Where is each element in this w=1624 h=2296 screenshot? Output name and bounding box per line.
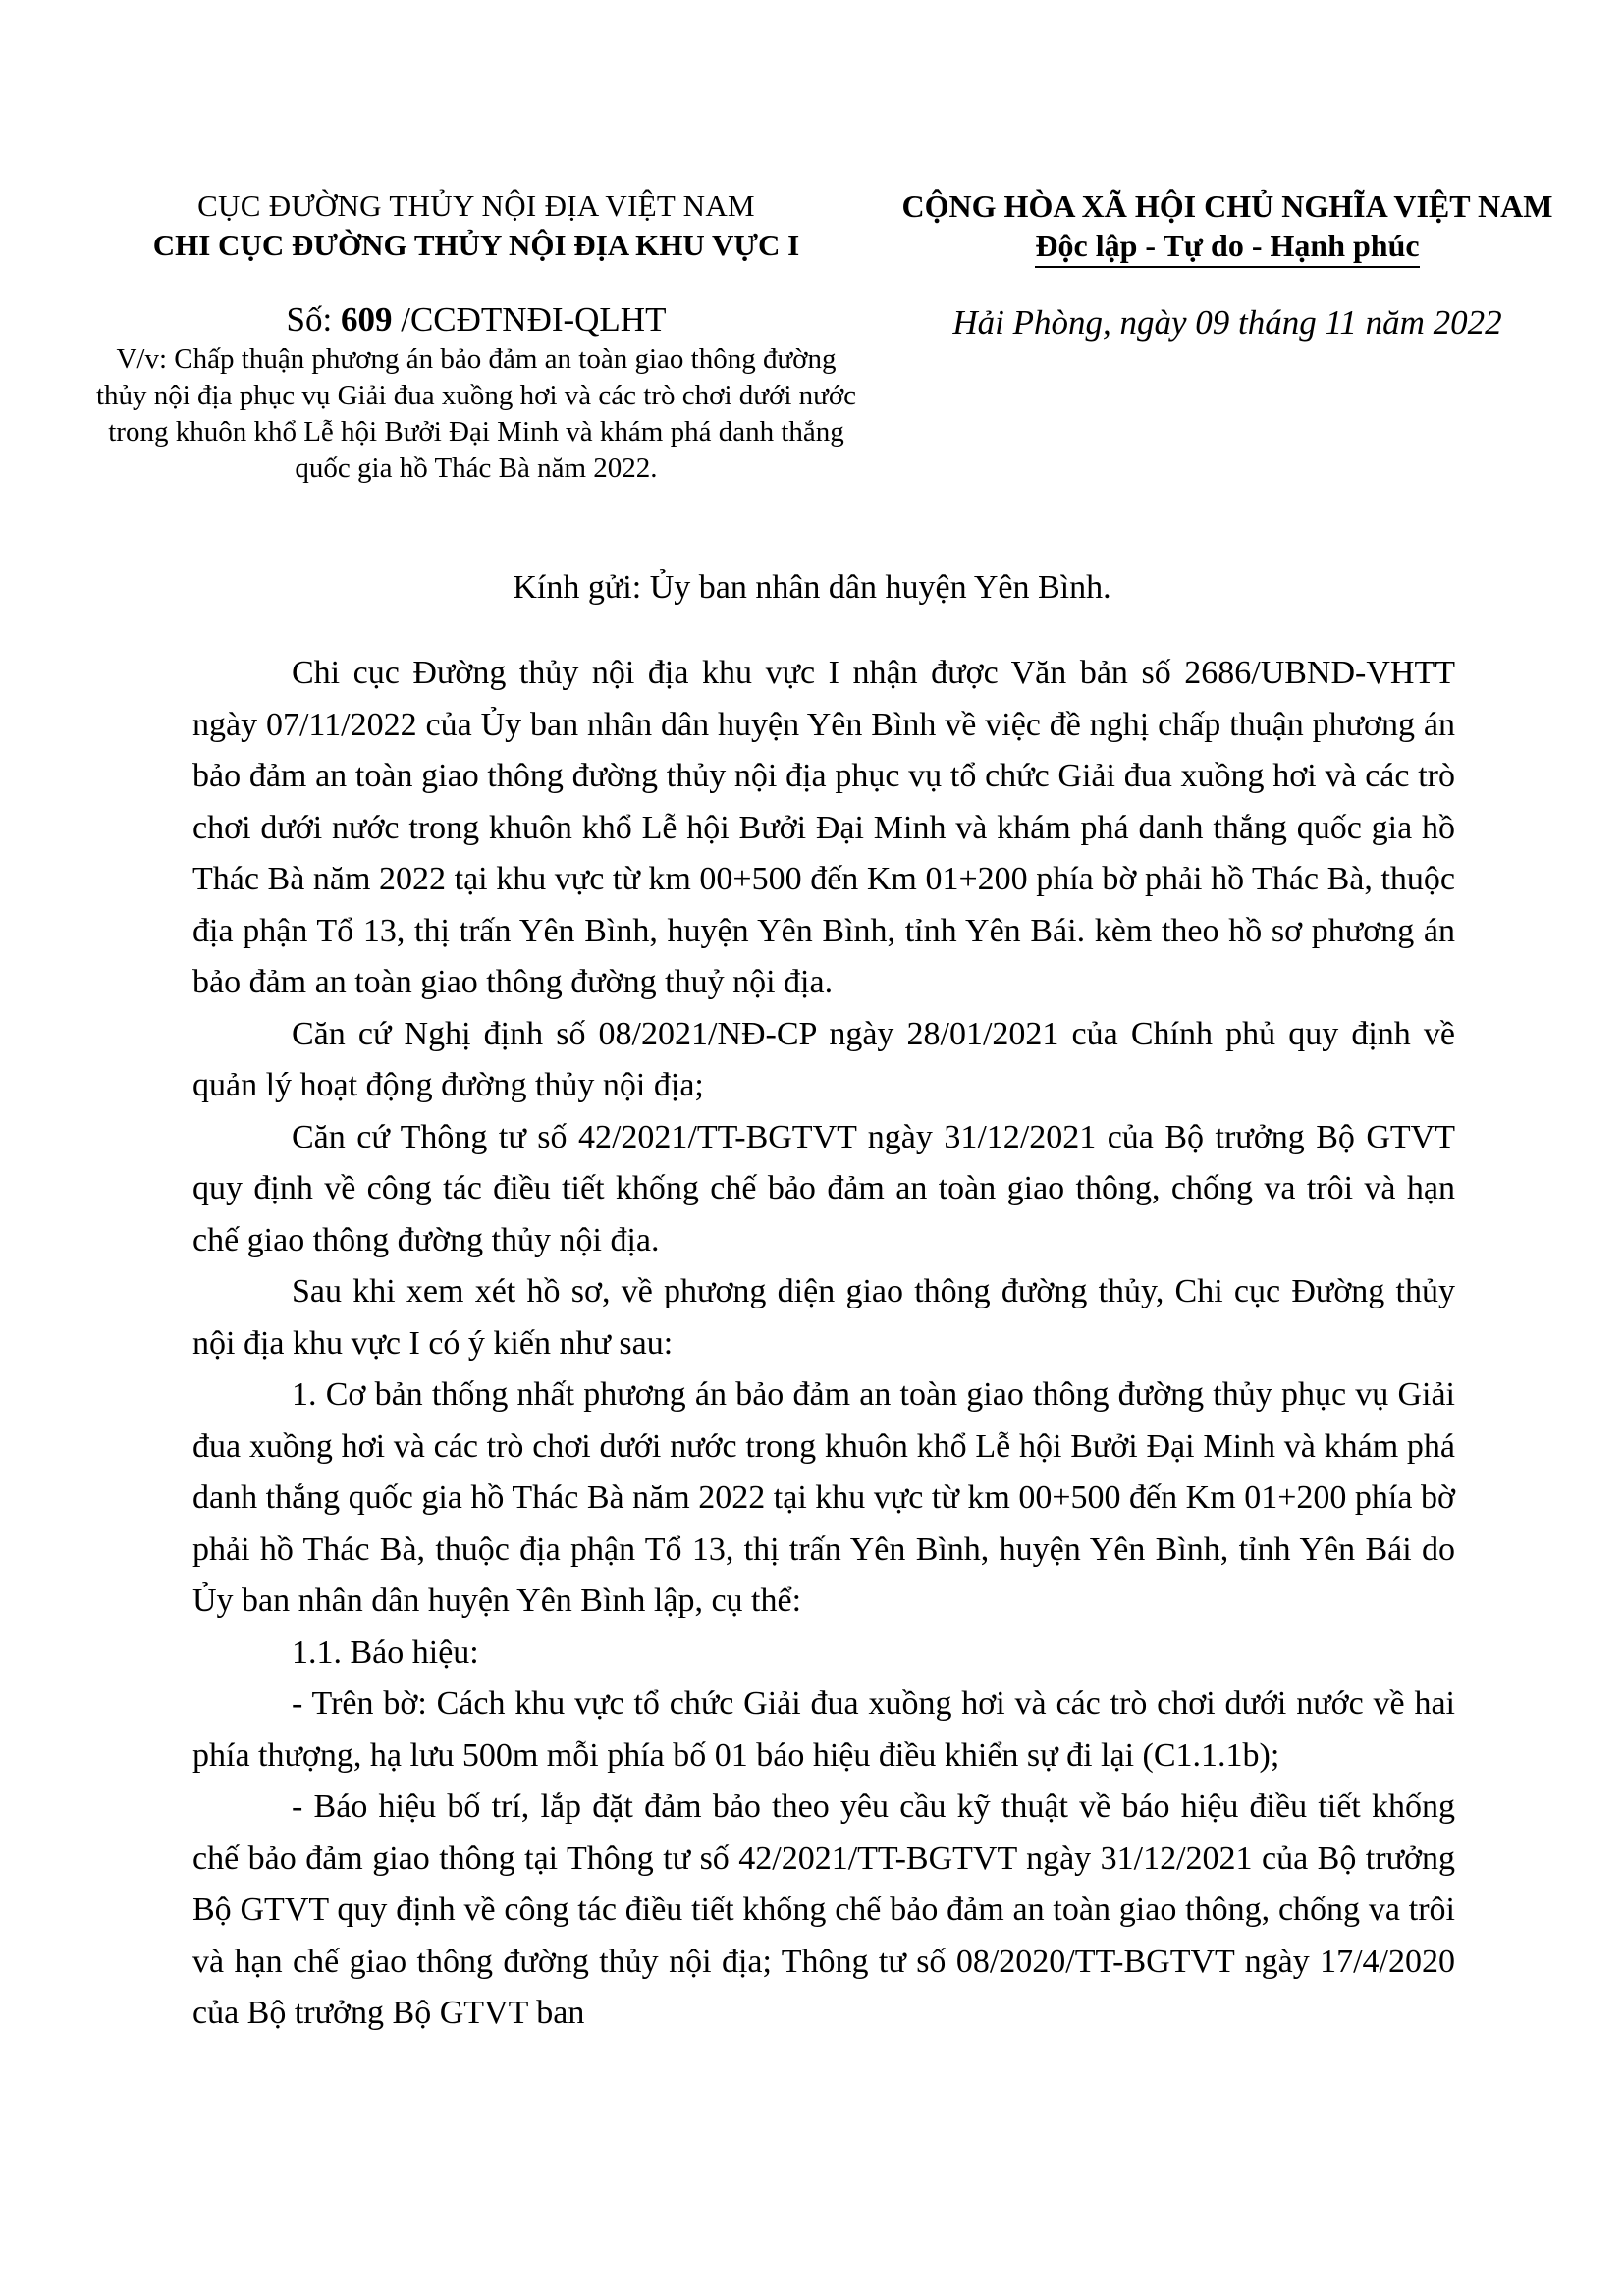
body-paragraph-8: - Báo hiệu bố trí, lắp đặt đảm bảo theo yêu cầu kỹ thuật về báo hiệu điều tiết khống chế bảo đảm giao thông tại Thông tư số 42/2021/TT-BGTVT ngày 31/12/2021 của Bộ trưởng Bộ GTVT quy định về công tác điều tiết khống chế bảo đảm an toàn giao thông, chống va trôi và hạn chế giao thông đường thủy nội địa; Thông tư số 08/2020/TT-BGTVT ngày 17/4/2020 của Bộ trưởng Bộ GTVT ban bbox=[192, 1789, 1455, 2031]
document-number bbox=[93, 298, 859, 342]
body-paragraph-1: Chi cục Đường thủy nội địa khu vực I nhận được Văn bản số 2686/UBND-VHTT ngày 07/11/2022 của Ủy ban nhân dân huyện Yên Bình về việc đề nghị chấp thuận phương án bảo đảm an toàn giao thông đường thủy nội địa phục vụ tổ chức Giải đua xuồng hơi và các trò chơi dưới nước trong khuôn khổ Lễ hội Bưởi Đại Minh và khám phá danh thắng quốc gia hồ Thác Bà năm 2022 tại khu vực từ km 00+500 đến Km 01+200 phía bờ phải hồ Thác Bà, thuộc địa phận Tổ 13, thị trấn Yên Bình, huyện Yên Bình, tỉnh Yên Bái. kèm theo hồ sơ phương án bảo đảm an toàn giao thông đường thuỷ nội địa. bbox=[192, 655, 1455, 1000]
national-header bbox=[864, 187, 1591, 345]
place-date: Hải Phòng, ngày 09 tháng 11 năm 2022 bbox=[952, 303, 1502, 342]
republic-title: CỘNG HÒA XÃ HỘI CHỦ NGHĨA VIỆT NAM bbox=[901, 188, 1553, 224]
body-paragraph-6: 1.1. Báo hiệu: bbox=[292, 1633, 479, 1671]
number-suffix: /CCĐTNĐI-QLHT bbox=[392, 300, 667, 339]
number-value: 609 bbox=[340, 300, 393, 339]
document-subject: V/v: Chấp thuận phương án bảo đảm an toàn giao thông đường thủy nội địa phục vụ Giải đua xuồng hơi và các trò chơi dưới nước trong khuôn khổ Lễ hội Bưởi Đại Minh và khám phá danh thắng quốc gia hồ Thác Bà năm 2022. bbox=[95, 344, 857, 484]
recipient-line: Kính gửi: Ủy ban nhân dân huyện Yên Bình. bbox=[513, 569, 1111, 606]
issuer-block bbox=[93, 187, 859, 487]
body-paragraph-5: 1. Cơ bản thống nhất phương án bảo đảm an toàn giao thông đường thủy phục vụ Giải đua xuồng hơi và các trò chơi dưới nước trong khuôn khổ Lễ hội Bưởi Đại Minh và khám phá danh thắng quốc gia hồ Thác Bà năm 2022 tại khu vực từ km 00+500 đến Km 01+200 phía bờ phải hồ Thác Bà, thuộc địa phận Tổ 13, thị trấn Yên Bình, huyện Yên Bình, tỉnh Yên Bái do Ủy ban nhân dân huyện Yên Bình lập, cụ thể: bbox=[192, 1376, 1455, 1619]
number-prefix: Số: bbox=[286, 300, 341, 339]
body-paragraph-2: Căn cứ Nghị định số 08/2021/NĐ-CP ngày 28/01/2021 của Chính phủ quy định về quản lý hoạt động đường thủy nội địa; bbox=[192, 1015, 1455, 1103]
parent-agency: CỤC ĐƯỜNG THỦY NỘI ĐỊA VIỆT NAM bbox=[197, 188, 755, 223]
national-motto: Độc lập - Tự do - Hạnh phúc bbox=[1035, 226, 1419, 268]
body-paragraph-7: - Trên bờ: Cách khu vực tổ chức Giải đua xuồng hơi và các trò chơi dưới nước về hai phía thượng, hạ lưu 500m mỗi phía bố 01 báo hiệu điều khiển sự đi lại (C1.1.1b); bbox=[192, 1685, 1455, 1774]
body-paragraph-4: Sau khi xem xét hồ sơ, về phương diện giao thông đường thủy, Chi cục Đường thủy nội địa khu vực I có ý kiến như sau: bbox=[192, 1273, 1455, 1362]
issuing-agency: CHI CỤC ĐƯỜNG THỦY NỘI ĐỊA KHU VỰC I bbox=[152, 228, 800, 262]
body-paragraph-3: Căn cứ Thông tư số 42/2021/TT-BGTVT ngày 31/12/2021 của Bộ trưởng Bộ GTVT quy định về công tác điều tiết khống chế bảo đảm an toàn giao thông, chống va trôi và hạn chế giao thông đường thủy nội địa. bbox=[192, 1118, 1455, 1258]
document-body bbox=[192, 648, 1455, 2040]
